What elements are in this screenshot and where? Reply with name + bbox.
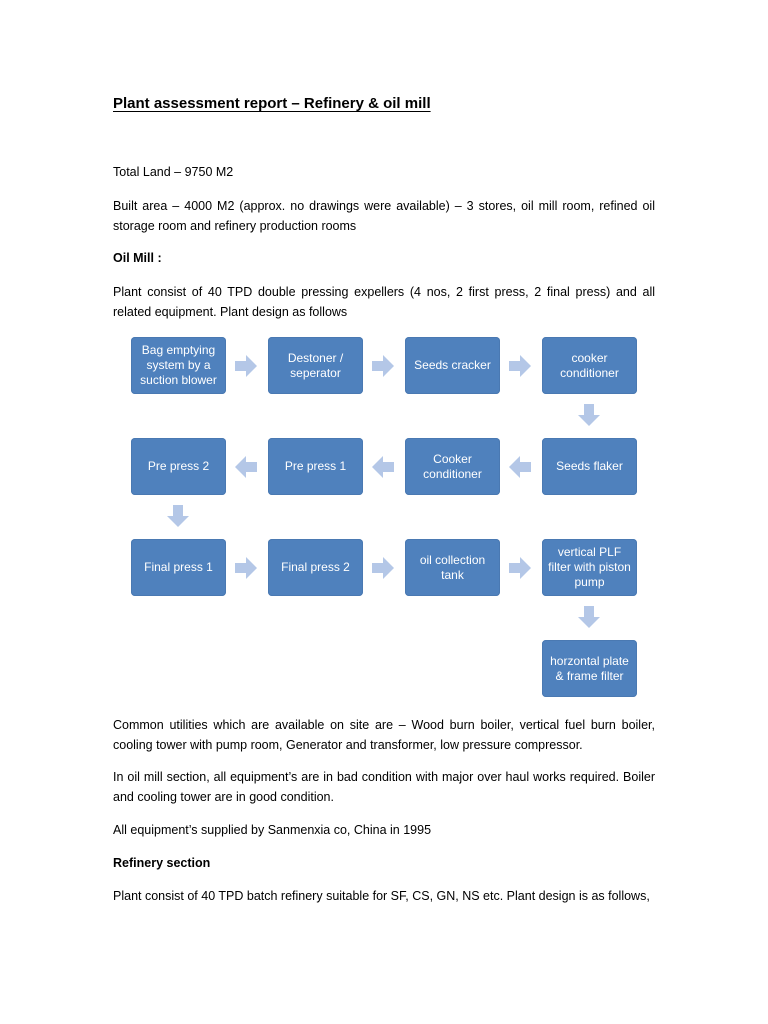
utilities-text: Common utilities which are available on site are – Wood burn boiler, vertical fuel burn boiler, cooling tower with pump room, Generator and transformer, low pressure compressor. [113, 718, 655, 752]
oil-mill-heading: Oil Mill : [113, 251, 162, 265]
step-final-press-2: Final press 2 [268, 539, 363, 596]
report-title: Plant assessment report – Refinery & oil mill [113, 95, 431, 112]
supplier-text: All equipment’s supplied by Sanmenxia co, China in 1995 [113, 823, 432, 837]
step-plate-frame-filter: horzontal plate & frame filter [542, 640, 637, 697]
step-vertical-plf-filter: vertical PLF filter with piston pump [542, 539, 637, 596]
arrow-right-icon [509, 355, 531, 377]
arrow-left-icon [509, 456, 531, 478]
oil-mill-description: Plant consist of 40 TPD double pressing expellers (4 nos, 2 first press, 2 final press) and all related equipment. Plant design as follows [113, 285, 655, 319]
total-land-text: Total Land – 9750 M2 [113, 165, 234, 179]
step-cooker-conditioner-2: Cooker conditioner [405, 438, 500, 495]
arrow-right-icon [235, 355, 257, 377]
step-seeds-cracker: Seeds cracker [405, 337, 500, 394]
refinery-heading: Refinery section [113, 856, 211, 870]
arrow-right-icon [372, 557, 394, 579]
arrow-left-icon [372, 456, 394, 478]
step-pre-press-1: Pre press 1 [268, 438, 363, 495]
step-pre-press-2: Pre press 2 [131, 438, 226, 495]
step-final-press-1: Final press 1 [131, 539, 226, 596]
step-bag-emptying: Bag emptying system by a suction blower [131, 337, 226, 394]
condition-text: In oil mill section, all equipment’s are in bad condition with major over haul works required. Boiler and cooling tower are in good condition. [113, 770, 655, 804]
step-seeds-flaker: Seeds flaker [542, 438, 637, 495]
arrow-down-icon [578, 404, 600, 426]
arrow-right-icon [509, 557, 531, 579]
arrow-down-icon [167, 505, 189, 527]
arrow-right-icon [235, 557, 257, 579]
refinery-description: Plant consist of 40 TPD batch refinery suitable for SF, CS, GN, NS etc. Plant design is as follows, [113, 889, 650, 903]
step-cooker-conditioner-1: cooker conditioner [542, 337, 637, 394]
step-destoner: Destoner / seperator [268, 337, 363, 394]
built-area-text: Built area – 4000 M2 (approx. no drawings were available) – 3 stores, oil mill room, refined oil storage room and refinery production rooms [113, 199, 655, 233]
step-oil-collection-tank: oil collection tank [405, 539, 500, 596]
arrow-left-icon [235, 456, 257, 478]
arrow-down-icon [578, 606, 600, 628]
arrow-right-icon [372, 355, 394, 377]
